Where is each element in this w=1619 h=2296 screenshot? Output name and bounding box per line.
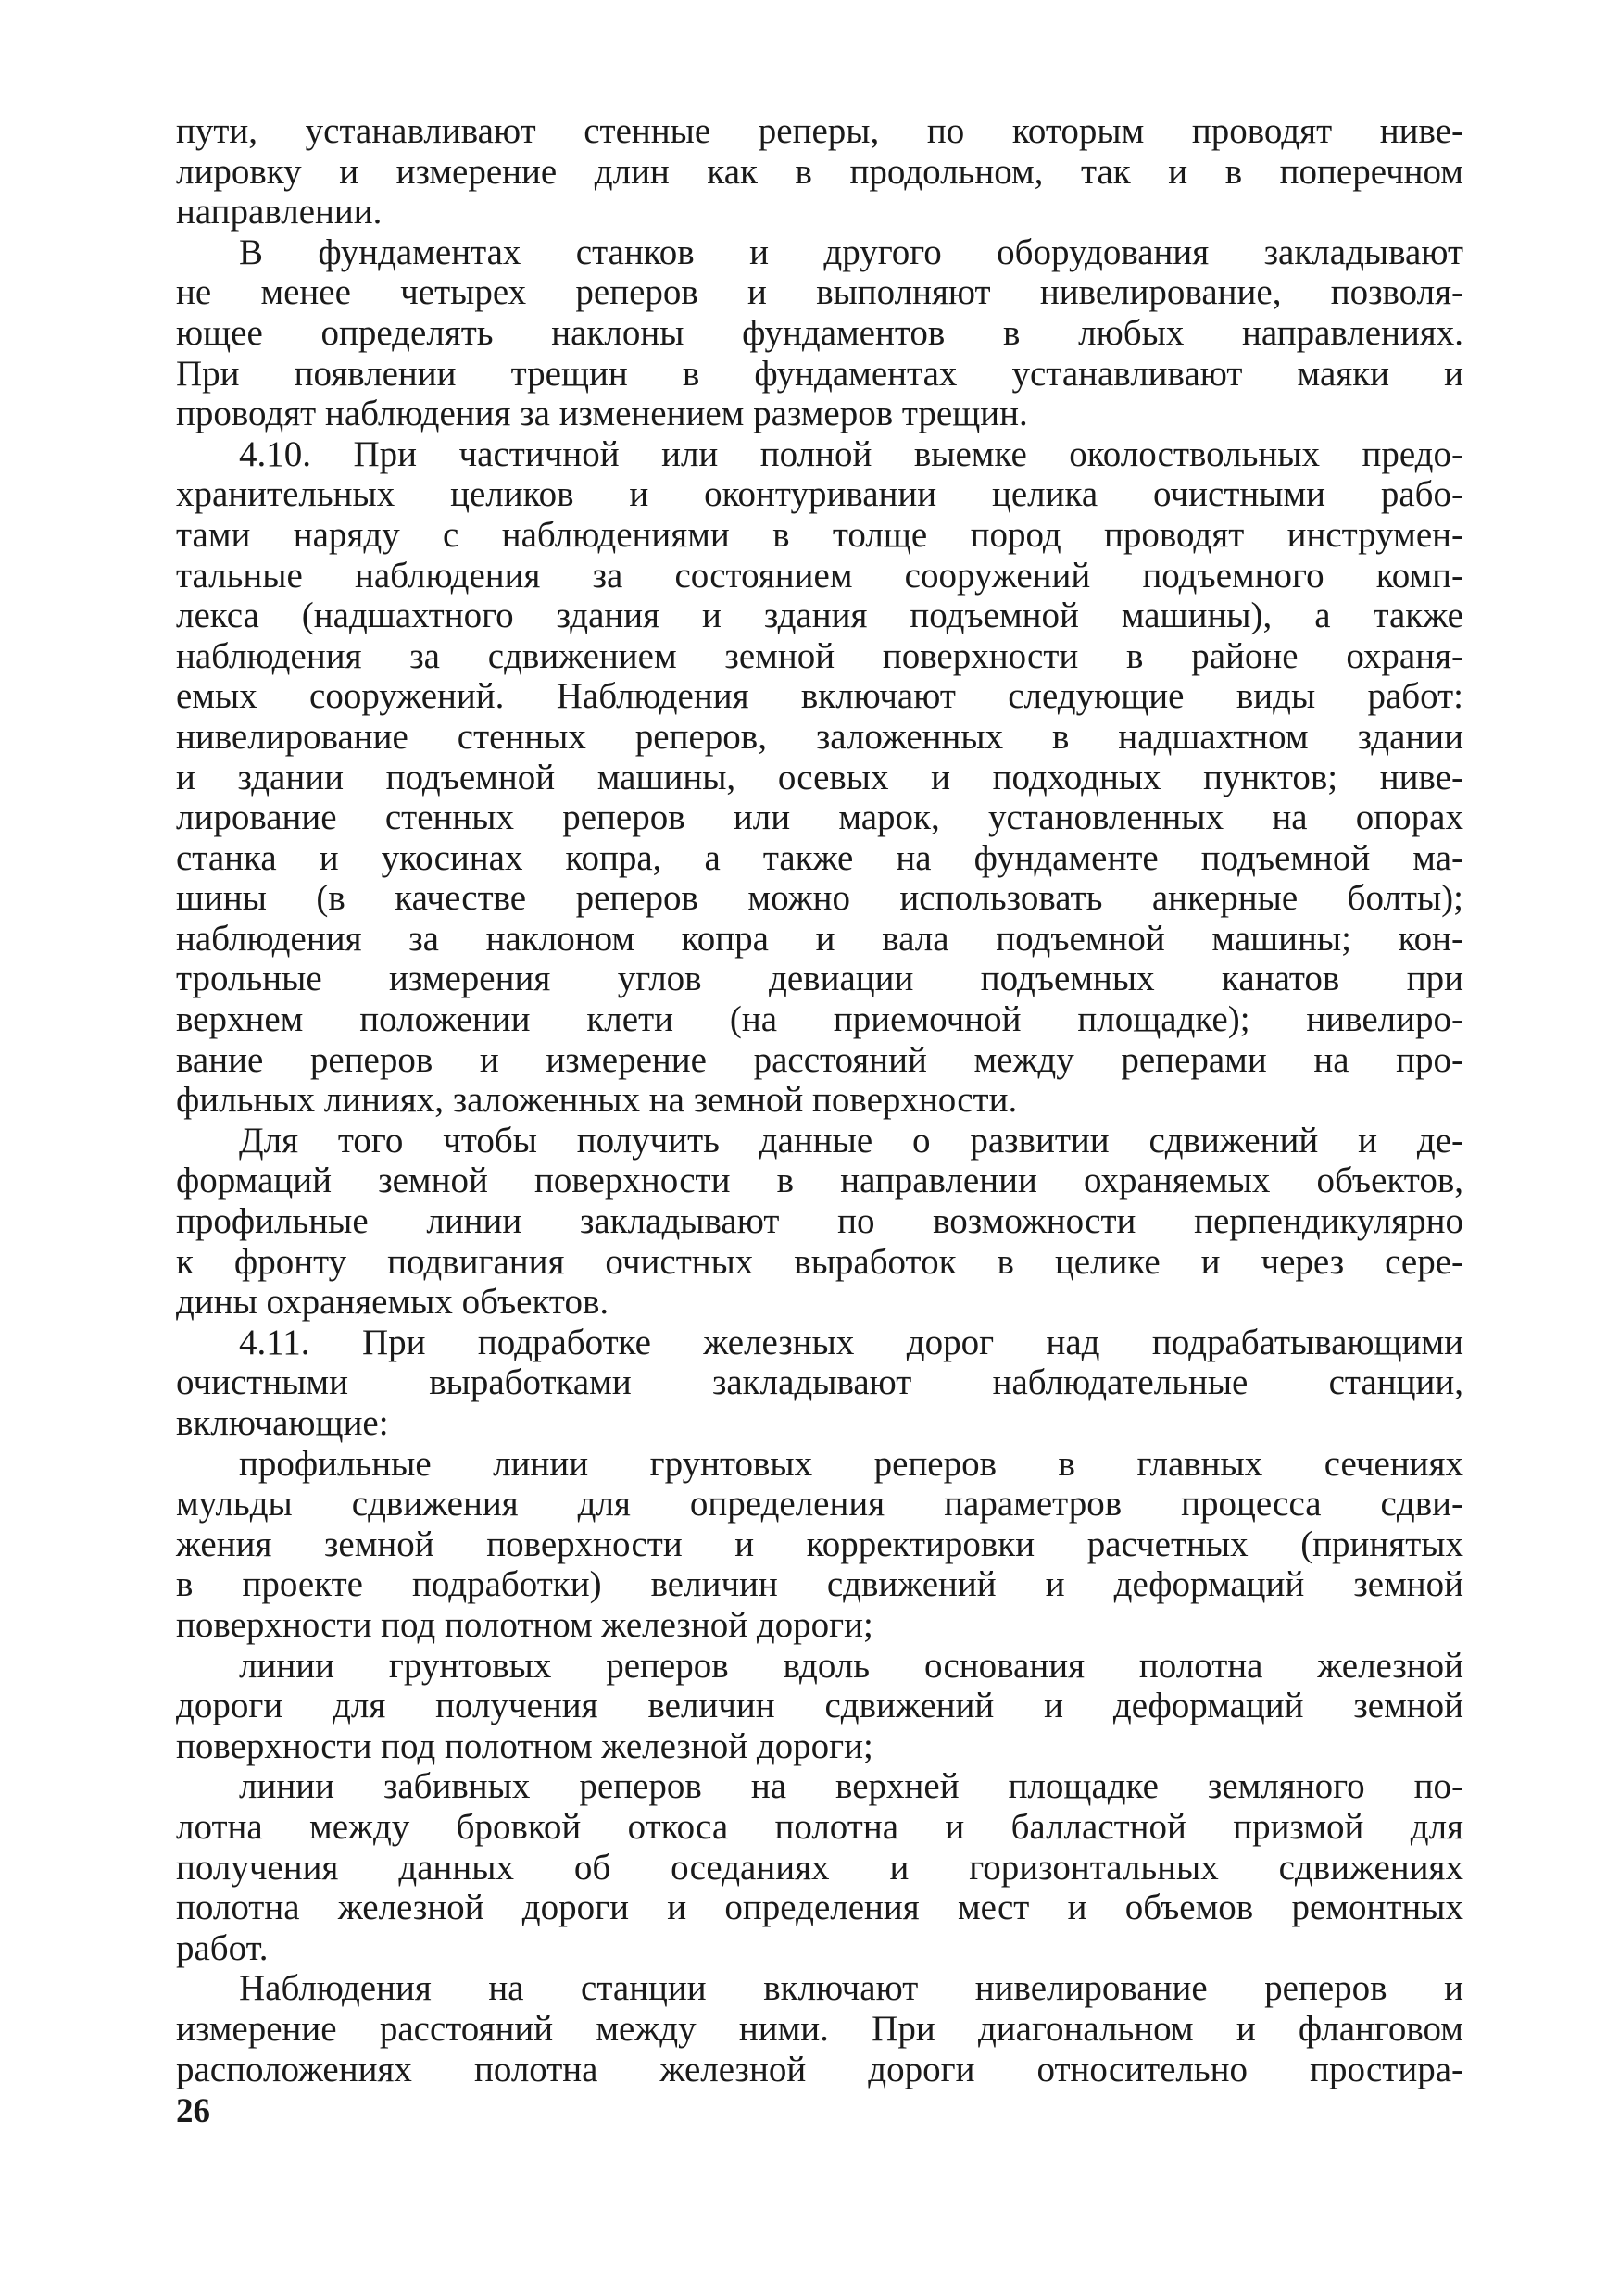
text-line: лекса (надшахтного здания и здания подъемной машины), а также xyxy=(176,596,1463,636)
text-line: получения данных об оседаниях и горизонтальных сдвижениях xyxy=(176,1847,1463,1888)
text-line: мульды сдвижения для определения параметров процесса сдви- xyxy=(176,1484,1463,1524)
text-line: 4.11. При подработке железных дорог над подрабатывающими xyxy=(239,1322,1463,1362)
text-line: ющее определять наклоны фундаментов в любых направлениях. xyxy=(176,312,1463,353)
text-line: дины охраняемых объектов. xyxy=(176,1282,609,1323)
paragraph-8 xyxy=(176,1766,1463,1968)
text-line: работ. xyxy=(176,1927,269,1968)
text-line: лотна между бровкой откоса полотна и балластной призмой для xyxy=(176,1806,1463,1847)
text-line: Наблюдения на станции включают нивелирование реперов и xyxy=(239,1968,1463,2009)
text-line: станка и укосинах копра, а также на фундаменте подъемной ма- xyxy=(176,837,1463,878)
text-line: В фундаментах станков и другого оборудования закладывают xyxy=(239,232,1463,272)
text-line: пути, устанавливают стенные реперы, по которым проводят ниве- xyxy=(176,111,1463,151)
text-line: При появлении трещин в фундаментах устанавливают маяки и xyxy=(176,353,1463,394)
text-line: включающие: xyxy=(176,1403,389,1443)
text-line: измерение расстояний между ними. При диагональном и фланговом xyxy=(176,2008,1463,2049)
text-line: линии грунтовых реперов вдоль основания полотна железной xyxy=(239,1645,1463,1686)
text-line: тами наряду с наблюдениями в толще пород проводят инструмен- xyxy=(176,514,1463,555)
text-line: Для того чтобы получить данные о развитии сдвижений и де- xyxy=(239,1120,1463,1161)
paragraph-7 xyxy=(176,1646,1463,1767)
text-line: расположениях полотна железной дороги относительно простира- xyxy=(176,2049,1463,2089)
text-line: емых сооружений. Наблюдения включают следующие виды работ: xyxy=(176,676,1463,717)
text-line: шины (в качестве реперов можно использовать анкерные болты); xyxy=(176,878,1463,919)
text-line: дороги для получения величин сдвижений и деформаций земной xyxy=(176,1686,1463,1726)
text-line: направлении. xyxy=(176,192,383,232)
text-line: нивелирование стенных реперов, заложенных в надшахтном здании xyxy=(176,716,1463,757)
paragraph-4 xyxy=(176,1121,1463,1323)
text-line: хранительных целиков и оконтуривании целика очистными рабо- xyxy=(176,474,1463,515)
text-line: поверхности под полотном железной дороги; xyxy=(176,1725,873,1766)
paragraph-3 xyxy=(176,434,1463,1121)
text-line: к фронту подвигания очистных выработок в целике и через сере- xyxy=(176,1241,1463,1282)
text-line: проводят наблюдения за изменением размеров трещин. xyxy=(176,394,1028,434)
text-line: верхнем положении клети (на приемочной площадке); нивелиро- xyxy=(176,999,1463,1040)
paragraph-2 xyxy=(176,232,1463,434)
paragraph-1 xyxy=(176,111,1463,232)
text-line: тальные наблюдения за состоянием сооружений подъемного комп- xyxy=(176,555,1463,596)
body-text xyxy=(176,111,1463,2089)
text-line: трольные измерения углов девиации подъемных канатов при xyxy=(176,959,1463,999)
text-line: в проекте подработки) величин сдвижений и деформаций земной xyxy=(176,1564,1463,1605)
text-line: очистными выработками закладывают наблюдательные станции, xyxy=(176,1362,1463,1403)
text-line: линии забивных реперов на верхней площадке земляного по- xyxy=(239,1766,1463,1807)
text-line: лирование стенных реперов или марок, установленных на опорах xyxy=(176,797,1463,838)
text-line: профильные линии грунтовых реперов в главных сечениях xyxy=(239,1443,1463,1484)
text-line: вание реперов и измерение расстояний между реперами на про- xyxy=(176,1039,1463,1080)
text-line: лировку и измерение длин как в продольном, так и в поперечном xyxy=(176,151,1463,192)
paragraph-9 xyxy=(176,1968,1463,2089)
text-line: наблюдения за сдвижением земной поверхности в районе охраня- xyxy=(176,635,1463,676)
text-line: полотна железной дороги и определения мест и объемов ремонтных xyxy=(176,1888,1463,1928)
text-line: наблюдения за наклоном копра и вала подъемной машины; кон- xyxy=(176,918,1463,959)
text-line: и здании подъемной машины, осевых и подходных пунктов; ниве- xyxy=(176,757,1463,797)
text-line: формаций земной поверхности в направлении охраняемых объектов, xyxy=(176,1161,1463,1201)
page-number: 26 xyxy=(176,2092,210,2130)
text-line: фильных линиях, заложенных на земной поверхности. xyxy=(176,1080,1018,1121)
text-line: профильные линии закладывают по возможности перпендикулярно xyxy=(176,1201,1463,1242)
text-line: не менее четырех реперов и выполняют нивелирование, позволя- xyxy=(176,272,1463,313)
paragraph-5 xyxy=(176,1323,1463,1444)
text-line: жения земной поверхности и корректировки расчетных (принятых xyxy=(176,1524,1463,1564)
paragraph-6 xyxy=(176,1444,1463,1646)
text-line: поверхности под полотном железной дороги; xyxy=(176,1604,873,1645)
text-line: 4.10. При частичной или полной выемке околоствольных предо- xyxy=(239,433,1463,474)
